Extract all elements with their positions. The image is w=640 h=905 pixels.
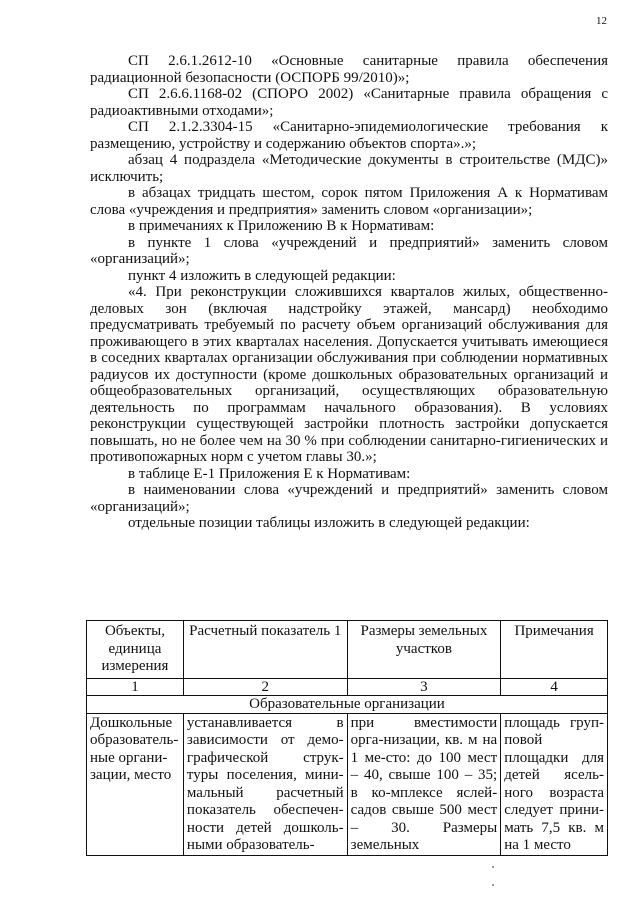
scan-speck (492, 866, 494, 868)
paragraph: в пункте 1 слова «учреждений и предприятий» заменить словом «организаций»; (90, 234, 608, 267)
document-body (90, 53, 608, 532)
header-plot-size: Размеры земельных участков (347, 621, 501, 679)
cell-indicator: устанавливается в зависимости от демо-графической струк-туры поселения, мини-мальный расчетный показатель обеспечен-ности детей дошколь-ными образователь- (183, 713, 347, 855)
paragraph: абзац 4 подраздела «Методические документы в строительстве (МДС)» исключить; (90, 152, 608, 185)
column-number: 4 (501, 678, 608, 695)
cell-notes: площадь груп-повой площадки для детей ясель-ного возраста следует прини-мать 7,5 кв. м на 1 место (501, 713, 608, 855)
column-number: 2 (183, 678, 347, 695)
table-row (87, 713, 608, 855)
norms-table (86, 620, 608, 856)
paragraph: СП 2.6.6.1168-02 (СПОРО 2002) «Санитарные правила обращения с радиоактивными отходами»; (90, 86, 608, 119)
paragraph: отдельные позиции таблицы изложить в следующей редакции: (128, 515, 530, 531)
paragraph: в абзацах тридцать шестом, сорок пятом Приложения А к Нормативам слова «учреждения и предприятия» заменить словом «организации»; (90, 185, 608, 218)
scan-speck (492, 884, 494, 886)
page-number: 12 (596, 15, 607, 27)
section-row (87, 695, 608, 713)
cell-plot-size: при вместимости орга-низации, кв. м на 1 ме-сто: до 100 мест – 40, свыше 100 – 35; в ко-мплексе яслей-садов свыше 500 мест – 30. Размеры земельных (347, 713, 501, 855)
paragraph: пункт 4 изложить в следующей редакции: (128, 267, 396, 284)
paragraph: в таблице Е-1 Приложения Е к Нормативам: (128, 465, 411, 482)
column-number: 3 (347, 678, 501, 695)
header-notes: Примечания (501, 621, 608, 679)
paragraph: «4. При реконструкции сложившихся кварталов жилых, общественно-деловых зон (включая надстройку этажей, мансард) необходимо предусматривать требуемый по расчету объем организаций обслуживания для проживающего в этих кварталах населения. Допускается учитывать имеющиеся в соседних кварталах организации обслуживания при соблюдении нормативных радиусов их доступности (кроме дошкольных образовательных организаций и общеобразовательных организаций, осуществляющих образовательную деятельность по программам начального образования). В условиях реконструкции существующей застройки плотность застройки допускается повышать, но не более чем на 30 % при соблюдении санитарно-гигиенических и противопожарных норм с учетом главы 30.»; (90, 284, 608, 465)
table-header-row (87, 621, 608, 679)
paragraph: в примечаниях к Приложению В к Нормативам: (128, 218, 435, 234)
section-title: Образовательные организации (87, 695, 608, 713)
header-objects: Объекты, единица измерения (87, 621, 184, 679)
paragraph: СП 2.6.1.2612-10 «Основные санитарные правила обеспечения радиационной безопасности (ОСПОРБ 99/2010)»; (90, 53, 608, 86)
paragraph: в наименовании слова «учреждений и предприятий» заменить словом «организаций»; (90, 482, 608, 515)
header-indicator: Расчетный показатель 1 (183, 621, 347, 679)
column-number-row (87, 678, 608, 695)
paragraph: СП 2.1.2.3304-15 «Санитарно-эпидемиологические требования к размещению, устройству и содержанию объектов спорта».»; (90, 119, 608, 152)
column-number: 1 (87, 678, 184, 695)
cell-object: Дошкольные образователь-ные органи-зации, место (87, 713, 184, 855)
